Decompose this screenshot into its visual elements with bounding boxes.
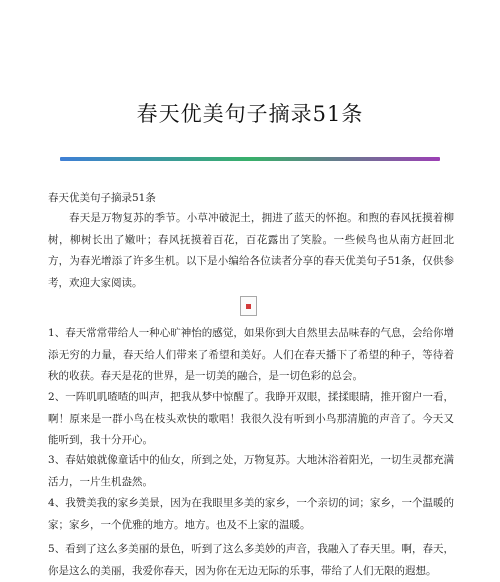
paragraph-3: 3、春姑娘就像童话中的仙女，所到之处，万物复苏。大地沐浴着阳光，一切生灵都充满活力，一片生机盎然。 [48, 454, 454, 488]
document-subtitle: 春天优美句子摘录51条 [48, 192, 156, 204]
paragraph-1: 1、春天常常带给人一种心旷神怡的感觉，如果你到大自然里去品味春的气息，会给你增添无穷的力量，春天给人们带来了希望和美好。人们在春天播下了希望的种子，等待着秋的收获。春天是花的世界，是一切美的融合，是一切色彩的总会。 [48, 327, 454, 382]
broken-image-icon [240, 296, 257, 316]
paragraph-5: 5、看到了这么多美丽的景色，听到了这么多美妙的声音，我融入了春天里。啊，春天，你是这么的美丽，我爱你春天，因为你在无边无际的乐事，带给了人们无限的遐想。 [48, 543, 454, 577]
title-divider [60, 157, 440, 161]
document-title: 春天优美句子摘录51条 [136, 102, 364, 126]
paragraph-4: 4、我赞美我的家乡美景，因为在我眼里多美的家乡，一个亲切的词；家乡，一个温暖的家；家乡，一个优雅的地方。地方。也及不上家的温暖。 [48, 497, 454, 531]
paragraph-2: 2、一阵叽叽喳喳的叫声，把我从梦中惊醒了。我睁开双眼，揉揉眼睛，推开窗户一看，啊！原来是一群小鸟在枝头欢快的歌唱！我很久没有听到小鸟那清脆的声音了。今天又能听到，我十分开心。 [48, 391, 454, 446]
intro-paragraph: 春天是万物复苏的季节。小草冲破泥土，拥进了蓝天的怀抱。和煦的春风抚摸着柳树，柳树长出了嫩叶；春风抚摸着百花，百花露出了笑脸。一些候鸟也从南方赶回北方，为春光增添了许多生机。以下是小编给各位读者分享的春天优美句子51条，仅供参考，欢迎大家阅读。 [48, 212, 454, 289]
